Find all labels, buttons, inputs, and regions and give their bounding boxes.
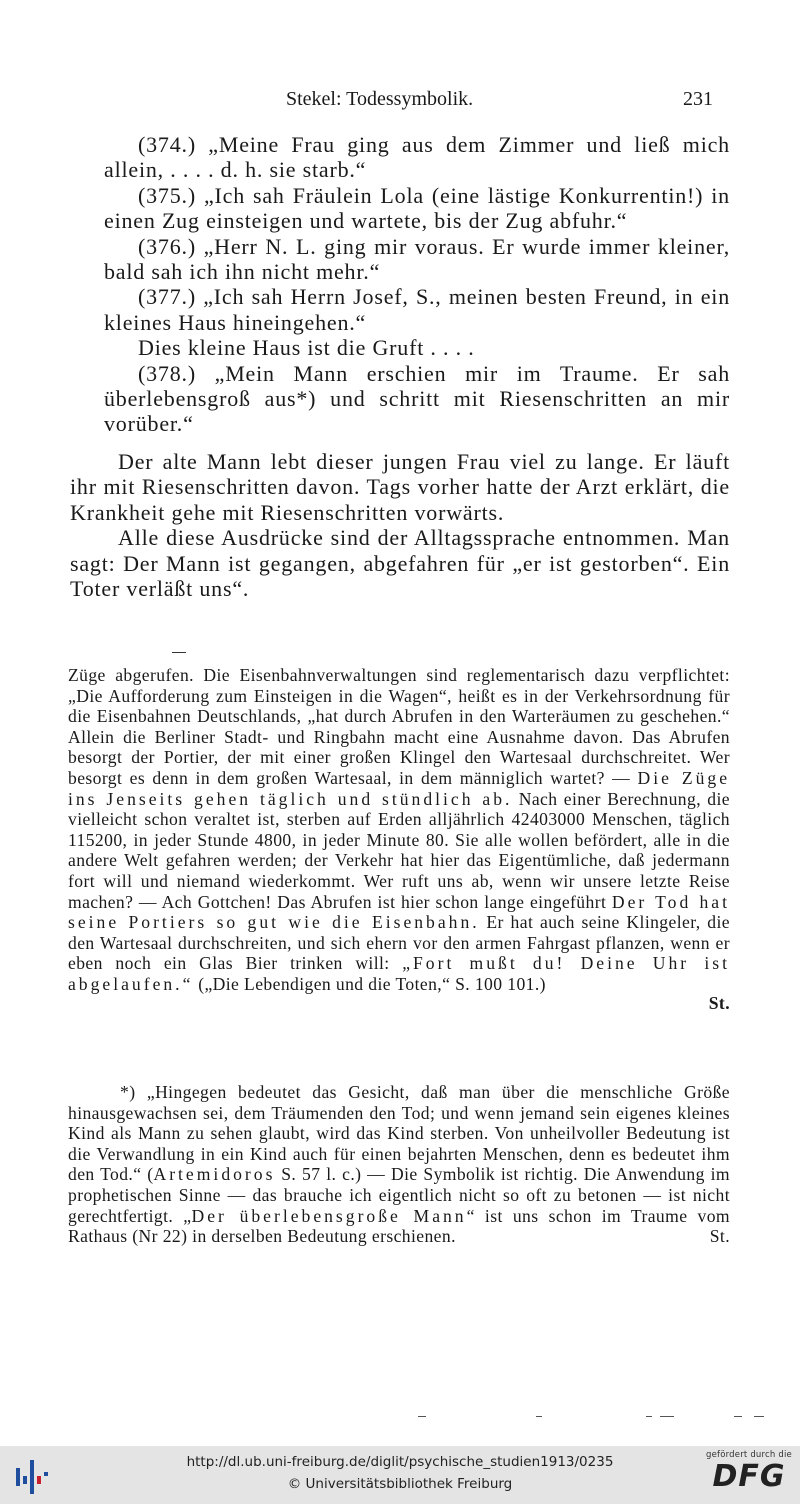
dream-378: (378.) „Mein Mann erschien mir im Traume. Er sah überlebensgroß aus*) und schritt mit Riesenschritten an mir vorüber.“	[104, 360, 730, 437]
footnote-trains-text-3: Er hat auch seine Klingeler, die den Wartesaal durchschreiten, und sich ehern vor den armen Fahrgast pflanzen, wenn er eben noch ein Glas Bier trinken will:	[68, 912, 730, 974]
main-text	[70, 132, 730, 601]
footnote-asterisk-spaced-2: Der überlebensgroße Mann	[191, 1205, 467, 1226]
footnote-trains-text-2: Nach einer Berechnung, die vielleicht schon veraltet ist, sterben auf Erden alljährlich 42403000 Menschen, täglich 115200, in jeder Stunde 4800, in jeder Minute 80. Sie alle wollen befördert, alle in die andere Welt gefahren werden; der Verkehr hat hier das Eigentümliche, daß jedermann fort will und niemand wiederkommt. Wer ruft uns ab, wenn wir unsere letzte Reise machen? — Ach Gottchen! Das Abrufen ist hier schon lange eingeführt	[68, 788, 730, 912]
footnote-separator	[172, 652, 186, 653]
running-header	[0, 88, 800, 116]
dream-377: (377.) „Ich sah Herrn Josef, S., meinen besten Freund, in ein kleines Haus hineingehen.“	[104, 284, 730, 335]
page-number: 231	[683, 88, 713, 110]
footnote-asterisk-text-2: S. 57 l. c.) — Die Symbolik ist richtig. Die Anwendung im prophetischen Sinne — das brauche ich eigentlich nicht so oft zu betonen — ist nicht gerechtfertigt. „	[68, 1164, 730, 1226]
footnote-trains-signature: St.	[708, 992, 730, 1013]
permalink-url[interactable]: http://dl.ub.uni-freiburg.de/diglit/psychische_studien1913/0235	[186, 1454, 614, 1470]
footnote-asterisk-text-1: *) „Hingegen bedeutet das Gesicht, daß man über die menschliche Größe hinausgewachsen sei, dem Träumenden den Tod; und wenn jemand sein eigenes kleines Kind als Mann zu sehen glaubt, wird das Kind sterben. Von unheilvoller Bedeutung ist die Verwandlung in ein Kind auch für einen bejahrten Menschen, denn es bedeutet ihm den Tod.“ (	[68, 1082, 730, 1185]
dfg-logo	[702, 1450, 796, 1500]
footnote-asterisk-text-3: “ ist uns schon im Traume vom Rathaus (Nr 22) in derselben Bedeutung erschienen.	[68, 1205, 730, 1247]
paragraph-old-man: Der alte Mann lebt dieser jungen Frau viel zu lange. Er läuft ihr mit Riesenschritten davon. Tags vorher hatte der Arzt erklärt, die Krankheit gehe mit Riesenschritten vorwärts.	[70, 448, 730, 525]
footnote-asterisk	[68, 1082, 730, 1247]
viewer-footer	[0, 1446, 800, 1504]
footnote-trains-spaced-2: Der Tod hat seine Portiers so gut wie die Eisenbahn.	[68, 891, 730, 933]
footnote-trains-spaced-1: Die Züge ins Jenseits gehen täglich und stündlich ab.	[68, 767, 731, 809]
running-title: Stekel: Todessymbolik.	[286, 88, 474, 110]
dfg-logo-text: DFG	[712, 1459, 786, 1494]
footnote-trains-text-4: („Die Lebendigen und die Toten,“ S. 100 101.)	[193, 973, 546, 994]
dream-377-comment: Dies kleine Haus ist die Gruft . . . .	[138, 335, 475, 361]
dream-376: (376.) „Herr N. L. ging mir voraus. Er wurde immer kleiner, bald sah ich ihn nicht mehr.“	[104, 233, 730, 285]
footnote-trains-text-1: Züge abgerufen. Die Eisenbahnverwaltungen sind reglementarisch dazu verpflichtet: „Die Aufforderung zum Einsteigen in die Wagen“, heißt es in der Verkehrsordnung für die Eisenbahnen Deutschlands, „hat durch Abrufen in den Warteräumen zu geschehen.“ Allein die Berliner Stadt- und Ringbahn macht eine Ausnahme davon. Das Abrufen besorgt der Portier, der mit einer großen Klingel den Wartesaal durchschreitet. Wer besorgt es denn in dem großen Wartesaal, in dem männiglich wartet? —	[68, 665, 730, 788]
funder-caption: gefördert durch die	[706, 1450, 792, 1460]
dream-374: (374.) „Meine Frau ging aus dem Zimmer und ließ mich allein, . . . . d. h. sie starb.“	[104, 132, 730, 183]
copyright-notice: © Universitätsbibliothek Freiburg	[287, 1476, 513, 1492]
footnote-trains-spaced-3: „Fort mußt du! Deine Uhr ist abgelaufen.“	[68, 953, 730, 994]
paragraph-everyday-speech: Alle diese Ausdrücke sind der Alltagssprache entnommen. Man sagt: Der Mann ist gegangen, abgefahren für „er ist gestorben“. Ein Toter verläßt uns“.	[70, 525, 730, 601]
dream-375: (375.) „Ich sah Fräulein Lola (eine lästige Konkurrentin!) in einen Zug einsteigen und wartete, bis der Zug abfuhr.“	[104, 182, 730, 234]
footnote-trains	[68, 665, 730, 1013]
footnote-asterisk-signature: St.	[709, 1226, 730, 1247]
footnote-asterisk-spaced-1: Artemidoros	[153, 1164, 276, 1185]
scan-marks	[418, 1414, 778, 1420]
